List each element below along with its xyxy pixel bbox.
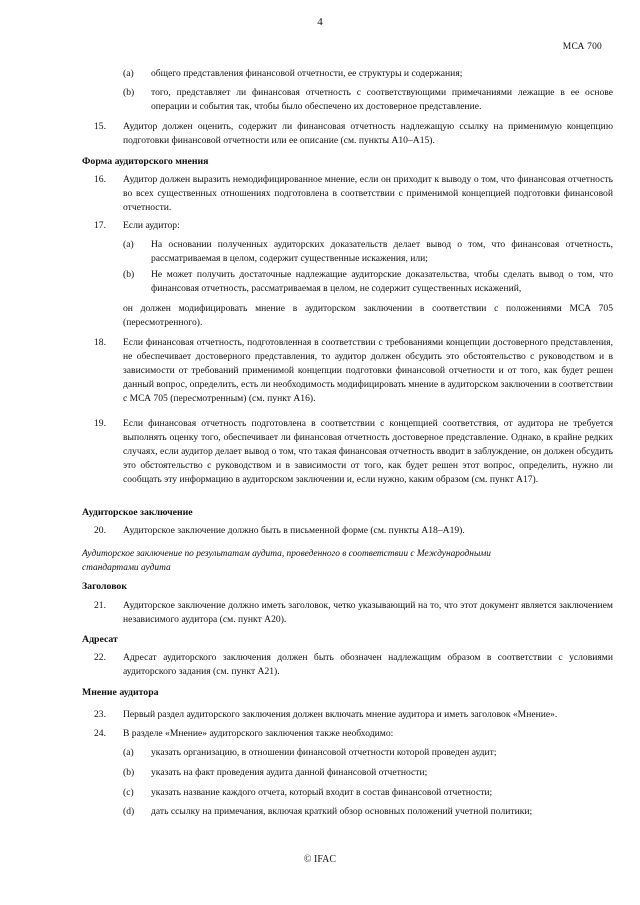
item-label: (a) [123,68,134,79]
item-label: (b) [123,87,135,98]
paragraph-text: Адресат аудиторского заключения должен быть обозначен надлежащим образом в соответствии с условиями аудиторского задания (см. пункт A21). [123,652,613,677]
item-label: (b) [123,269,135,280]
numbered-paragraph [94,336,613,406]
copyright-footer: © IFAC [303,854,337,865]
item-text: На основании полученных аудиторских доказательств делает вывод о том, что финансовая отчетность, рассматриваемая в целом, содержит существенные искажения, или; [151,239,613,264]
paragraph-number: 17. [94,220,106,231]
paragraph-continuation [123,302,613,330]
item-label: (c) [123,787,134,798]
list-item [123,238,613,266]
paragraph-number: 16. [94,174,106,185]
section-heading: Мнение аудитора [82,687,159,698]
numbered-paragraph [94,708,613,722]
numbered-paragraph [94,727,613,741]
paragraph-text: он должен модифицировать мнение в аудиторском заключении в соответствии с положениями МСА 705 (пересмотренного). [123,303,613,328]
paragraph-text: Если аудитор: [123,220,180,231]
list-item [123,786,613,800]
paragraph-text: Аудитор должен оценить, содержит ли финансовая отчетность надлежащую ссылку на применимую концепцию подготовки финансовой отчетности или ее описание (см. пункты A10–A15). [123,121,613,146]
paragraph-text: Первый раздел аудиторского заключения должен включать мнение аудитора и иметь заголовок «Мнение». [123,709,558,720]
paragraph-text: Если финансовая отчетность подготовлена в соответствии с концепцией соответствия, от аудитора не требуется выполнять оценку того, обеспечивает ли финансовая отчетность достоверное представление. Однако, в крайне редких случаях, если аудитор делает вывод о том, что такая финансовая отчетность вводит в заблуждение, он должен обсудить это обстоятельство с руководством и в зависимости от того, как будет решен этот вопрос, определить, нужно ли сообщать эту информацию в аудиторском заключении и, если нужно, каким образом (см. пункт A17). [123,418,613,485]
paragraph-number: 20. [94,525,106,536]
item-text: указать на факт проведения аудита данной финансовой отчетности; [151,767,428,778]
standard-code: МСА 700 [562,42,602,52]
list-item [123,268,613,296]
item-label: (b) [123,767,135,778]
list-item [123,746,613,760]
item-text: дать ссылку на примечания, включая краткий обзор основных положений учетной политики; [151,806,533,817]
item-text: того, представляет ли финансовая отчетность с соответствующими примечаниями лежащие в ее основе операции и события так, чтобы было обеспечено их достоверное представление. [151,87,613,112]
page-number: 4 [317,16,323,28]
item-label: (d) [123,806,135,817]
paragraph-number: 24. [94,728,106,739]
paragraph-number: 21. [94,600,106,611]
item-label: (a) [123,239,134,250]
list-item [123,67,613,81]
list-item [123,86,613,114]
paragraph-text: Аудиторское заключение должно иметь заголовок, четко указывающий на то, что этот документ является заключением независимого аудитора (см. пункт A20). [123,600,613,625]
paragraph-number: 18. [94,337,106,348]
numbered-paragraph [94,524,613,538]
section-heading: Заголовок [82,581,127,592]
list-item [123,805,613,819]
numbered-paragraph [94,120,613,148]
section-subtitle: Аудиторское заключение по результатам аудита, проведенного в соответствии с Международными стандартами аудита [82,549,491,573]
paragraph-number: 22. [94,652,106,663]
section-heading: Форма аудиторского мнения [82,156,209,167]
numbered-paragraph [94,599,613,627]
paragraph-text: Аудитор должен выразить немодифицированное мнение, если он приходит к выводу о том, что финансовая отчетность во всех существенных отношениях подготовлена в соответствии с применимой концепцией подготовки финансовой отчетности. [123,174,613,213]
paragraph-text: Аудиторское заключение должно быть в письменной форме (см. пункты A18–A19). [123,525,465,536]
paragraph-text: В разделе «Мнение» аудиторского заключения также необходимо: [123,728,394,739]
item-text: указать организацию, в отношении финансовой отчетности которой проведен аудит; [151,747,497,758]
numbered-paragraph [94,173,613,215]
section-heading: Адресат [82,634,118,645]
paragraph-number: 23. [94,709,106,720]
item-text: общего представления финансовой отчетности, ее структуры и содержания; [151,68,463,79]
item-text: указать название каждого отчета, который входит в состав финансовой отчетности; [151,787,493,798]
item-text: Не может получить достаточные надлежащие аудиторские доказательства, чтобы сделать вывод о том, что финансовая отчетность, рассматриваемая в целом, не содержит существенных искажений, [151,269,613,294]
list-item [123,766,613,780]
paragraph-number: 19. [94,418,106,429]
section-heading: Аудиторское заключение [82,507,193,518]
item-label: (a) [123,747,134,758]
paragraph-text: Если финансовая отчетность, подготовленная в соответствии с требованиями концепции достоверного представления, не обеспечивает достоверного представления, то аудитор должен обсудить это обстоятельство с руководством и в зависимости от требований применимой концепции подготовки финансовой отчетности и от того, как будет решен данный вопрос, определить, есть ли необходимость модифицировать мнение в аудиторском заключении в соответствии с МСА 705 (пересмотренным) (см. пункт A16). [123,337,613,404]
paragraph-number: 15. [94,121,106,132]
numbered-paragraph [94,651,613,679]
numbered-paragraph [94,219,613,233]
numbered-paragraph [94,417,613,487]
